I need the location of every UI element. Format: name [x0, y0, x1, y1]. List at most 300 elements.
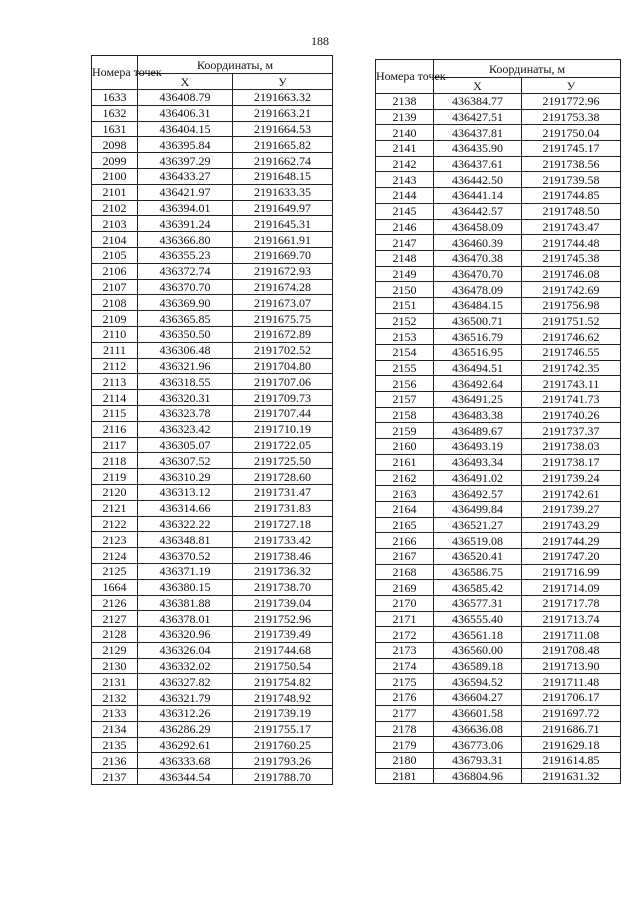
table-row: [376, 345, 621, 361]
table-row: [376, 250, 621, 266]
table-row: [92, 405, 333, 421]
x-coordinate-cell: 436516.79: [434, 329, 522, 345]
y-coordinate-cell: 2191745.38: [522, 250, 621, 266]
point-number-cell: 2151: [376, 297, 434, 313]
x-coordinate-cell: 436427.51: [434, 109, 522, 125]
y-coordinate-cell: 2191645.31: [233, 216, 333, 232]
header-y: У: [522, 78, 621, 94]
table-row: [92, 500, 333, 516]
point-number-cell: 2106: [92, 263, 138, 279]
point-number-cell: 2105: [92, 247, 138, 263]
y-coordinate-cell: 2191743.11: [522, 376, 621, 392]
point-number-cell: 2100: [92, 168, 138, 184]
point-number-cell: 2102: [92, 200, 138, 216]
y-coordinate-cell: 2191747.20: [522, 548, 621, 564]
point-number-cell: 2107: [92, 279, 138, 295]
y-coordinate-cell: 2191739.58: [522, 172, 621, 188]
point-number-cell: 2166: [376, 533, 434, 549]
x-coordinate-cell: 436458.09: [434, 219, 522, 235]
y-coordinate-cell: 2191743.29: [522, 517, 621, 533]
x-coordinate-cell: 436370.52: [138, 548, 233, 564]
y-coordinate-cell: 2191649.97: [233, 200, 333, 216]
x-coordinate-cell: 436321.96: [138, 358, 233, 374]
x-coordinate-cell: 436586.75: [434, 564, 522, 580]
table-body: [92, 90, 333, 785]
point-number-cell: 2103: [92, 216, 138, 232]
point-number-cell: 2141: [376, 141, 434, 157]
table-row: [92, 153, 333, 169]
point-number-cell: 2168: [376, 564, 434, 580]
table-row: [92, 658, 333, 674]
y-coordinate-cell: 2191697.72: [522, 705, 621, 721]
x-coordinate-cell: 436378.01: [138, 611, 233, 627]
point-number-cell: 2139: [376, 109, 434, 125]
x-coordinate-cell: 436500.71: [434, 313, 522, 329]
table-row: [376, 580, 621, 596]
x-coordinate-cell: 436519.08: [434, 533, 522, 549]
point-number-cell: 2118: [92, 453, 138, 469]
table-row: [92, 311, 333, 327]
point-number-cell: 2163: [376, 486, 434, 502]
x-coordinate-cell: 436355.23: [138, 247, 233, 263]
point-number-cell: 2147: [376, 235, 434, 251]
x-coordinate-cell: 436585.42: [434, 580, 522, 596]
header-x: X: [434, 78, 522, 94]
table-row: [92, 579, 333, 595]
table-header: [92, 56, 333, 90]
y-coordinate-cell: 2191648.15: [233, 168, 333, 184]
y-coordinate-cell: 2191743.47: [522, 219, 621, 235]
x-coordinate-cell: 436305.07: [138, 437, 233, 453]
y-coordinate-cell: 2191706.17: [522, 690, 621, 706]
x-coordinate-cell: 436397.29: [138, 153, 233, 169]
point-number-cell: 2140: [376, 125, 434, 141]
table-row: [92, 563, 333, 579]
point-number-cell: 1664: [92, 579, 138, 595]
y-coordinate-cell: 2191744.29: [522, 533, 621, 549]
point-number-cell: 2162: [376, 470, 434, 486]
point-number-cell: 2169: [376, 580, 434, 596]
y-coordinate-cell: 2191727.18: [233, 516, 333, 532]
x-coordinate-cell: 436381.88: [138, 595, 233, 611]
x-coordinate-cell: 436391.24: [138, 216, 233, 232]
x-coordinate-cell: 436636.08: [434, 721, 522, 737]
coordinates-table-left: [91, 55, 333, 785]
y-coordinate-cell: 2191663.21: [233, 105, 333, 121]
table-row: [376, 156, 621, 172]
x-coordinate-cell: 436332.02: [138, 658, 233, 674]
point-number-cell: 2098: [92, 137, 138, 153]
y-coordinate-cell: 2191662.74: [233, 153, 333, 169]
point-number-cell: 2173: [376, 643, 434, 659]
x-coordinate-cell: 436312.26: [138, 706, 233, 722]
y-coordinate-cell: 2191629.18: [522, 737, 621, 753]
y-coordinate-cell: 2191725.50: [233, 453, 333, 469]
table-row: [92, 516, 333, 532]
header-coordinates: Координаты, м: [434, 60, 621, 78]
point-number-cell: 2154: [376, 345, 434, 361]
y-coordinate-cell: 2191675.75: [233, 311, 333, 327]
y-coordinate-cell: 2191746.62: [522, 329, 621, 345]
table-row: [92, 469, 333, 485]
x-coordinate-cell: 436492.64: [434, 376, 522, 392]
table-row: [376, 188, 621, 204]
table-row: [92, 484, 333, 500]
table-row: [92, 295, 333, 311]
table-row: [376, 517, 621, 533]
table-row: [92, 721, 333, 737]
y-coordinate-cell: 2191788.70: [233, 769, 333, 785]
table-row: [376, 501, 621, 517]
table-row: [376, 721, 621, 737]
table-row: [376, 125, 621, 141]
y-coordinate-cell: 2191738.56: [522, 156, 621, 172]
point-number-cell: 2120: [92, 484, 138, 500]
y-coordinate-cell: 2191708.48: [522, 643, 621, 659]
x-coordinate-cell: 436484.15: [434, 297, 522, 313]
x-coordinate-cell: 436327.82: [138, 674, 233, 690]
table-row: [92, 437, 333, 453]
x-coordinate-cell: 436555.40: [434, 611, 522, 627]
x-coordinate-cell: 436804.96: [434, 768, 522, 784]
table-row: [92, 421, 333, 437]
x-coordinate-cell: 436310.29: [138, 469, 233, 485]
y-coordinate-cell: 2191722.05: [233, 437, 333, 453]
y-coordinate-cell: 2191755.17: [233, 721, 333, 737]
point-number-cell: 2143: [376, 172, 434, 188]
x-coordinate-cell: 436521.27: [434, 517, 522, 533]
table-row: [92, 737, 333, 753]
table-row: [92, 674, 333, 690]
point-number-cell: 2109: [92, 311, 138, 327]
table-row: [92, 263, 333, 279]
x-coordinate-cell: 436491.02: [434, 470, 522, 486]
point-number-cell: 2127: [92, 611, 138, 627]
table-row: [92, 374, 333, 390]
x-coordinate-cell: 436307.52: [138, 453, 233, 469]
table-body: [376, 94, 621, 784]
x-coordinate-cell: 436421.97: [138, 184, 233, 200]
y-coordinate-cell: 2191702.52: [233, 342, 333, 358]
y-coordinate-cell: 2191731.47: [233, 484, 333, 500]
x-coordinate-cell: 436350.50: [138, 326, 233, 342]
point-number-cell: 2157: [376, 392, 434, 408]
y-coordinate-cell: 2191717.78: [522, 596, 621, 612]
y-coordinate-cell: 2191741.73: [522, 392, 621, 408]
x-coordinate-cell: 436344.54: [138, 769, 233, 785]
x-coordinate-cell: 436470.70: [434, 266, 522, 282]
point-number-cell: 2174: [376, 658, 434, 674]
x-coordinate-cell: 436604.27: [434, 690, 522, 706]
x-coordinate-cell: 436577.31: [434, 596, 522, 612]
point-number-cell: 2108: [92, 295, 138, 311]
table-row: [376, 109, 621, 125]
y-coordinate-cell: 2191756.98: [522, 297, 621, 313]
point-number-cell: 2155: [376, 360, 434, 376]
x-coordinate-cell: 436404.15: [138, 121, 233, 137]
y-coordinate-cell: 2191738.46: [233, 548, 333, 564]
y-coordinate-cell: 2191672.89: [233, 326, 333, 342]
table-row: [376, 203, 621, 219]
y-coordinate-cell: 2191744.68: [233, 642, 333, 658]
y-coordinate-cell: 2191728.60: [233, 469, 333, 485]
table-row: [376, 752, 621, 768]
point-number-cell: 2159: [376, 423, 434, 439]
x-coordinate-cell: 436516.95: [434, 345, 522, 361]
table-row: [92, 706, 333, 722]
table-row: [92, 200, 333, 216]
x-coordinate-cell: 436489.67: [434, 423, 522, 439]
y-coordinate-cell: 2191672.93: [233, 263, 333, 279]
table-row: [92, 769, 333, 785]
x-coordinate-cell: 436442.57: [434, 203, 522, 219]
x-coordinate-cell: 436589.18: [434, 658, 522, 674]
point-number-cell: 1633: [92, 90, 138, 106]
point-number-cell: 2171: [376, 611, 434, 627]
x-coordinate-cell: 436408.79: [138, 90, 233, 106]
y-coordinate-cell: 2191746.55: [522, 345, 621, 361]
x-coordinate-cell: 436372.74: [138, 263, 233, 279]
point-number-cell: 2128: [92, 627, 138, 643]
y-coordinate-cell: 2191711.48: [522, 674, 621, 690]
table-row: [376, 470, 621, 486]
point-number-cell: 2160: [376, 439, 434, 455]
x-coordinate-cell: 436499.84: [434, 501, 522, 517]
y-coordinate-cell: 2191713.74: [522, 611, 621, 627]
y-coordinate-cell: 2191738.17: [522, 454, 621, 470]
x-coordinate-cell: 436292.61: [138, 737, 233, 753]
x-coordinate-cell: 436435.90: [434, 141, 522, 157]
x-coordinate-cell: 436483.38: [434, 407, 522, 423]
x-coordinate-cell: 436493.19: [434, 439, 522, 455]
x-coordinate-cell: 436320.96: [138, 627, 233, 643]
point-number-cell: 2156: [376, 376, 434, 392]
y-coordinate-cell: 2191665.82: [233, 137, 333, 153]
y-coordinate-cell: 2191746.08: [522, 266, 621, 282]
x-coordinate-cell: 436384.77: [434, 94, 522, 110]
point-number-cell: 2130: [92, 658, 138, 674]
y-coordinate-cell: 2191742.35: [522, 360, 621, 376]
y-coordinate-cell: 2191674.28: [233, 279, 333, 295]
x-coordinate-cell: 436437.61: [434, 156, 522, 172]
y-coordinate-cell: 2191750.54: [233, 658, 333, 674]
x-coordinate-cell: 436601.58: [434, 705, 522, 721]
point-number-cell: 2179: [376, 737, 434, 753]
x-coordinate-cell: 436406.31: [138, 105, 233, 121]
table-row: [376, 297, 621, 313]
table-row: [92, 595, 333, 611]
point-number-cell: 2180: [376, 752, 434, 768]
table-row: [376, 768, 621, 784]
x-coordinate-cell: 436560.00: [434, 643, 522, 659]
point-number-cell: 2123: [92, 532, 138, 548]
x-coordinate-cell: 436314.66: [138, 500, 233, 516]
table-row: [92, 168, 333, 184]
table-row: [376, 454, 621, 470]
y-coordinate-cell: 2191753.38: [522, 109, 621, 125]
coordinates-table-right: [375, 59, 621, 784]
x-coordinate-cell: 436369.90: [138, 295, 233, 311]
table-row: [376, 392, 621, 408]
y-coordinate-cell: 2191731.83: [233, 500, 333, 516]
table-row: [92, 90, 333, 106]
point-number-cell: 2121: [92, 500, 138, 516]
y-coordinate-cell: 2191661.91: [233, 232, 333, 248]
table-row: [376, 690, 621, 706]
y-coordinate-cell: 2191750.04: [522, 125, 621, 141]
table-row: [92, 358, 333, 374]
y-coordinate-cell: 2191739.24: [522, 470, 621, 486]
table-row: [92, 137, 333, 153]
table-row: [376, 266, 621, 282]
y-coordinate-cell: 2191704.80: [233, 358, 333, 374]
x-coordinate-cell: 436326.04: [138, 642, 233, 658]
x-coordinate-cell: 436433.27: [138, 168, 233, 184]
x-coordinate-cell: 436491.25: [434, 392, 522, 408]
table-row: [92, 232, 333, 248]
table-row: [376, 141, 621, 157]
x-coordinate-cell: 436321.79: [138, 690, 233, 706]
point-number-cell: 2116: [92, 421, 138, 437]
table-row: [376, 329, 621, 345]
point-number-cell: 2138: [376, 94, 434, 110]
y-coordinate-cell: 2191739.04: [233, 595, 333, 611]
table-row: [376, 172, 621, 188]
point-number-cell: 2114: [92, 390, 138, 406]
point-number-cell: 2146: [376, 219, 434, 235]
point-number-cell: 2133: [92, 706, 138, 722]
point-number-cell: 1632: [92, 105, 138, 121]
table-row: [92, 184, 333, 200]
y-coordinate-cell: 2191754.82: [233, 674, 333, 690]
table-row: [376, 219, 621, 235]
point-number-cell: 2164: [376, 501, 434, 517]
y-coordinate-cell: 2191614.85: [522, 752, 621, 768]
table-row: [376, 596, 621, 612]
table-row: [92, 121, 333, 137]
x-coordinate-cell: 436478.09: [434, 282, 522, 298]
header-point-number: Номера точек: [376, 60, 434, 94]
table-row: [92, 390, 333, 406]
point-number-cell: 2110: [92, 326, 138, 342]
table-row: [376, 658, 621, 674]
y-coordinate-cell: 2191739.27: [522, 501, 621, 517]
point-number-cell: 2149: [376, 266, 434, 282]
point-number-cell: 2148: [376, 250, 434, 266]
point-number-cell: 1631: [92, 121, 138, 137]
point-number-cell: 2111: [92, 342, 138, 358]
x-coordinate-cell: 436494.51: [434, 360, 522, 376]
table-row: [376, 674, 621, 690]
y-coordinate-cell: 2191742.61: [522, 486, 621, 502]
y-coordinate-cell: 2191739.19: [233, 706, 333, 722]
table-row: [92, 690, 333, 706]
y-coordinate-cell: 2191793.26: [233, 753, 333, 769]
y-coordinate-cell: 2191742.69: [522, 282, 621, 298]
y-coordinate-cell: 2191745.17: [522, 141, 621, 157]
table-row: [92, 247, 333, 263]
table-row: [376, 439, 621, 455]
x-coordinate-cell: 436470.38: [434, 250, 522, 266]
point-number-cell: 2177: [376, 705, 434, 721]
y-coordinate-cell: 2191748.92: [233, 690, 333, 706]
y-coordinate-cell: 2191713.90: [522, 658, 621, 674]
x-coordinate-cell: 436320.31: [138, 390, 233, 406]
x-coordinate-cell: 436348.81: [138, 532, 233, 548]
table-row: [92, 532, 333, 548]
table-row: [376, 486, 621, 502]
y-coordinate-cell: 2191738.03: [522, 439, 621, 455]
x-coordinate-cell: 436395.84: [138, 137, 233, 153]
y-coordinate-cell: 2191744.85: [522, 188, 621, 204]
table-row: [376, 548, 621, 564]
x-coordinate-cell: 436561.18: [434, 627, 522, 643]
x-coordinate-cell: 436520.41: [434, 548, 522, 564]
y-coordinate-cell: 2191707.44: [233, 405, 333, 421]
table-row: [376, 235, 621, 251]
y-coordinate-cell: 2191633.35: [233, 184, 333, 200]
y-coordinate-cell: 2191710.19: [233, 421, 333, 437]
x-coordinate-cell: 436306.48: [138, 342, 233, 358]
point-number-cell: 2170: [376, 596, 434, 612]
y-coordinate-cell: 2191740.26: [522, 407, 621, 423]
table-row: [376, 94, 621, 110]
x-coordinate-cell: 436441.14: [434, 188, 522, 204]
y-coordinate-cell: 2191738.70: [233, 579, 333, 595]
y-coordinate-cell: 2191736.32: [233, 563, 333, 579]
x-coordinate-cell: 436493.34: [434, 454, 522, 470]
x-coordinate-cell: 436773.06: [434, 737, 522, 753]
table-row: [376, 282, 621, 298]
point-number-cell: 2172: [376, 627, 434, 643]
x-coordinate-cell: 436286.29: [138, 721, 233, 737]
y-coordinate-cell: 2191733.42: [233, 532, 333, 548]
x-coordinate-cell: 436313.12: [138, 484, 233, 500]
point-number-cell: 2137: [92, 769, 138, 785]
x-coordinate-cell: 436365.85: [138, 311, 233, 327]
y-coordinate-cell: 2191709.73: [233, 390, 333, 406]
y-coordinate-cell: 2191669.70: [233, 247, 333, 263]
table-row: [92, 326, 333, 342]
table-row: [376, 313, 621, 329]
point-number-cell: 2104: [92, 232, 138, 248]
table-row: [376, 407, 621, 423]
point-number-cell: 2150: [376, 282, 434, 298]
table-row: [92, 216, 333, 232]
point-number-cell: 2136: [92, 753, 138, 769]
table-row: [376, 533, 621, 549]
point-number-cell: 2145: [376, 203, 434, 219]
x-coordinate-cell: 436437.81: [434, 125, 522, 141]
y-coordinate-cell: 2191737.37: [522, 423, 621, 439]
x-coordinate-cell: 436322.22: [138, 516, 233, 532]
y-coordinate-cell: 2191751.52: [522, 313, 621, 329]
y-coordinate-cell: 2191739.49: [233, 627, 333, 643]
table-row: [92, 342, 333, 358]
y-coordinate-cell: 2191760.25: [233, 737, 333, 753]
table-row: [92, 642, 333, 658]
y-coordinate-cell: 2191711.08: [522, 627, 621, 643]
y-coordinate-cell: 2191664.53: [233, 121, 333, 137]
x-coordinate-cell: 436394.01: [138, 200, 233, 216]
point-number-cell: 2158: [376, 407, 434, 423]
table-row: [376, 564, 621, 580]
x-coordinate-cell: 436492.57: [434, 486, 522, 502]
x-coordinate-cell: 436333.68: [138, 753, 233, 769]
table-row: [376, 611, 621, 627]
y-coordinate-cell: 2191752.96: [233, 611, 333, 627]
header-x: X: [138, 74, 233, 90]
